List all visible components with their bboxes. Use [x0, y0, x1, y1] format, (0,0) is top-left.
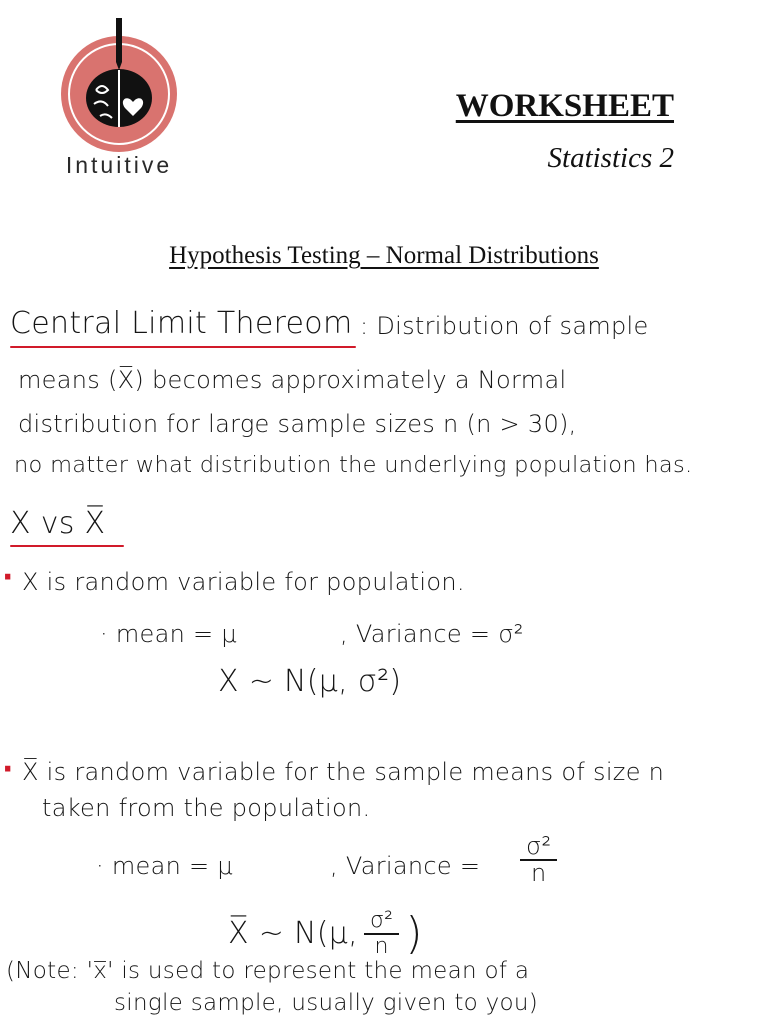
xbar-variance-denominator: n — [530, 859, 547, 888]
clt-heading-underline — [10, 346, 356, 348]
xbar-definition-2: taken from the population. — [42, 794, 371, 822]
xbar-distribution-suffix: ) — [405, 908, 423, 959]
compare-heading-underline — [10, 545, 124, 547]
xbar-distribution — [228, 908, 423, 959]
clt-line-3: distribution for large sample sizes n (n > 30), — [18, 410, 577, 438]
note-line-2: single sample, usually given to you) — [114, 990, 539, 1016]
note-line-1: (Note: 'x̅' is used to represent the mean of a — [6, 958, 530, 984]
xbar-variance-label: , Variance = — [330, 852, 481, 880]
clt-line-2: means (X̅) becomes approximately a Normal — [18, 366, 567, 394]
x-mean: · mean = μ — [100, 620, 237, 648]
clt-line-4: no matter what distribution the underlying population has. — [14, 452, 693, 478]
x-distribution: X ~ N(μ, σ²) — [218, 664, 402, 699]
xbar-dist-numerator: σ² — [364, 909, 399, 934]
worksheet-title: WORKSHEET — [455, 88, 674, 124]
brain-pen-logo-icon — [48, 18, 190, 158]
x-definition: X is random variable for population. — [22, 568, 465, 596]
logo-text: Intuitive — [65, 152, 173, 178]
clt-heading: Central Limit Thereom — [10, 306, 353, 341]
bullet-x: · — [2, 560, 14, 595]
xbar-dist-denominator: n — [374, 933, 389, 959]
bullet-xbar: · — [2, 752, 14, 787]
clt-line-1: : Distribution of sample — [360, 312, 649, 340]
xbar-variance-fraction — [520, 834, 557, 886]
worksheet-subtitle: Statistics 2 — [547, 142, 674, 174]
compare-heading: X vs X̅ — [10, 506, 106, 541]
topic-title: Hypothesis Testing – Normal Distributions — [169, 242, 599, 269]
xbar-distribution-prefix: X̅ ~ N(μ, — [228, 916, 358, 951]
xbar-mean: · mean = μ — [96, 852, 233, 880]
xbar-variance-numerator: σ² — [520, 834, 557, 861]
xbar-definition-1: X̅ is random variable for the sample means of size n — [22, 758, 665, 786]
x-variance: , Variance = σ² — [340, 620, 524, 648]
